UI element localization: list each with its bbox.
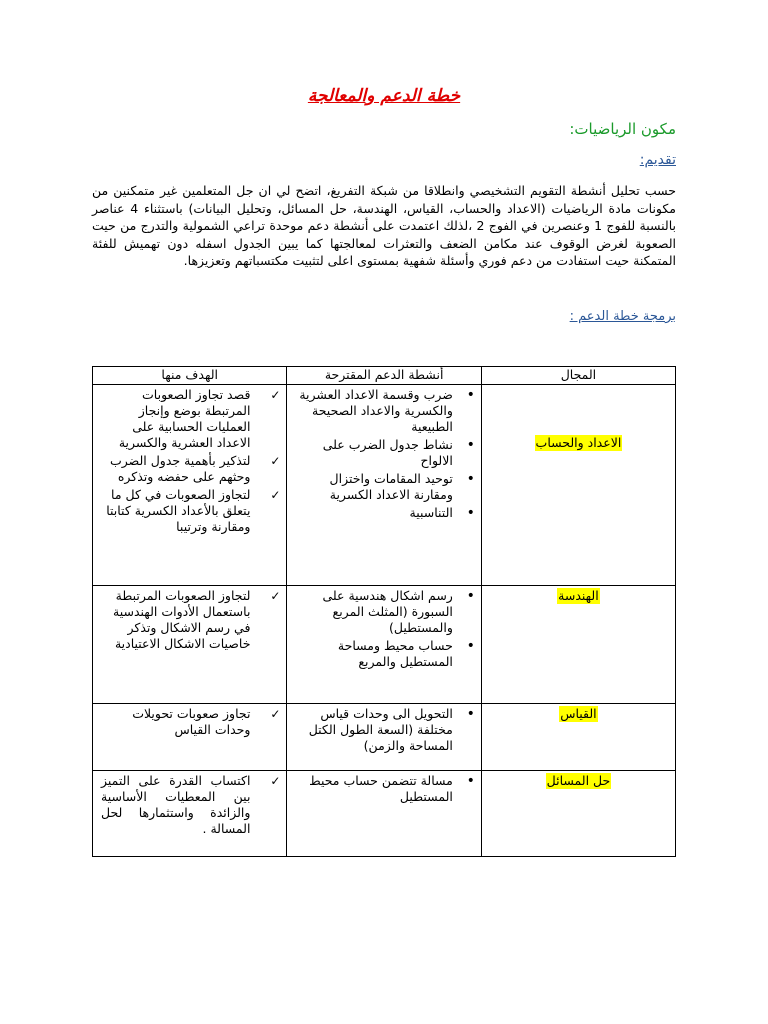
domain-label: الهندسة: [558, 588, 599, 603]
list-item: • التناسبية: [293, 505, 452, 521]
goals-cell: [93, 771, 287, 857]
header-domain: المجال: [481, 367, 675, 385]
domain-cell: [481, 586, 675, 704]
domain-cell: [481, 385, 675, 586]
intro-heading: تقديم:: [639, 152, 676, 168]
activities-cell: [287, 771, 481, 857]
domain-cell: [481, 704, 675, 771]
document-title: خطة الدعم والمعالجة: [307, 86, 461, 106]
table-row: [93, 704, 676, 771]
intro-paragraph: حسب تحليل أنشطة التقويم التشخيصي وانطلاقا من شبكة التفريغ، اتضح لي ان جل المتعلمين غير متمكنين من مكونات مادة الرياضيات (الاعداد والحساب، القياس، الهندسة، حل المسائل، وتحليل البيانات) باستثناء 4 عناصر بالنسبة للفوج 1 وعنصرين في الفوج 2 ،لذلك اعتمدت على أنشطة دعم موحدة تراعي الشمولية والتدرج من حيت الصعوبة لغرض الوقوف عند مكامن الضعف والتعثرات لمعالجتها كما يبين الجدول اسفله دون تهميش للفئة المتمكنة حيت استفادت من دعم فوري وأسئلة شفهية بمستوى اعلى لتثبيت مكتسباتهم وتعزيزها.: [92, 183, 676, 268]
table-row: [93, 771, 676, 857]
support-plan-table: [92, 366, 676, 857]
domain-label: حل المسائل: [546, 773, 611, 788]
list-item: ✓ لتذكير بأهمية جدول الضرب وحثهم على حفضه وتذكره: [101, 453, 250, 485]
activities-list: [287, 704, 480, 758]
goals-list: [93, 586, 286, 656]
activities-cell: [287, 704, 481, 771]
list-item: • حساب محيط ومساحة المستطيل والمربع: [293, 638, 452, 670]
goals-cell: [93, 586, 287, 704]
table-row: [93, 586, 676, 704]
list-item: ✓ اكتساب القدرة على التميز بين المعطيات الأساسية والزائدة واستثمارها لحل المسالة .: [101, 773, 250, 837]
activities-list: [287, 586, 480, 674]
list-item: • نشاط جدول الضرب على الالواح: [293, 437, 452, 469]
goals-list: [93, 771, 286, 841]
table-header-row: [93, 367, 676, 385]
domain-cell: [481, 771, 675, 857]
list-item: • رسم اشكال هندسية على السبورة (المثلث المربع والمستطيل): [293, 588, 452, 636]
list-item: ✓ تجاوز صعوبات تحويلات وحدات القياس: [101, 706, 250, 738]
list-item: ✓ لتجاوز الصعوبات في كل ما يتعلق بالأعداد الكسرية كتابتا ومقارنة وترتيبا: [101, 487, 250, 535]
activities-cell: [287, 385, 481, 586]
domain-label: الاعداد والحساب: [535, 435, 622, 450]
program-heading: برمجة خطة الدعم :: [569, 309, 676, 324]
list-item: • ضرب وقسمة الاعداد العشرية والكسرية والاعداد الصحيحة الطبيعية: [293, 387, 452, 435]
goals-list: [93, 385, 286, 539]
list-item: • توحيد المقامات واختزال ومقارنة الاعداد الكسرية: [293, 471, 452, 503]
subject-label: مكون الرياضيات:: [569, 120, 676, 138]
activities-list: [287, 385, 480, 525]
table-row: [93, 385, 676, 586]
header-goals: الهدف منها: [93, 367, 287, 385]
goals-list: [93, 704, 286, 742]
list-item: • التحويل الى وحدات قياس مختلفة (السعة الطول الكتل المساحة والزمن): [293, 706, 452, 754]
activities-cell: [287, 586, 481, 704]
activities-list: [287, 771, 480, 809]
list-item: ✓ قصد تجاوز الصعوبات المرتبطة بوضع وإنجاز العمليات الحسابية على الاعداد العشرية والكسرية: [101, 387, 250, 451]
goals-cell: [93, 385, 287, 586]
goals-cell: [93, 704, 287, 771]
list-item: • مسالة تتضمن حساب محيط المستطيل: [293, 773, 452, 805]
domain-label: القياس: [560, 706, 597, 721]
list-item: ✓ لتجاوز الصعوبات المرتبطة باستعمال الأدوات الهندسية في رسم الاشكال وتذكر خاصيات الاشكال الاعتيادية: [101, 588, 250, 652]
header-activities: أنشطة الدعم المقترحة: [287, 367, 481, 385]
